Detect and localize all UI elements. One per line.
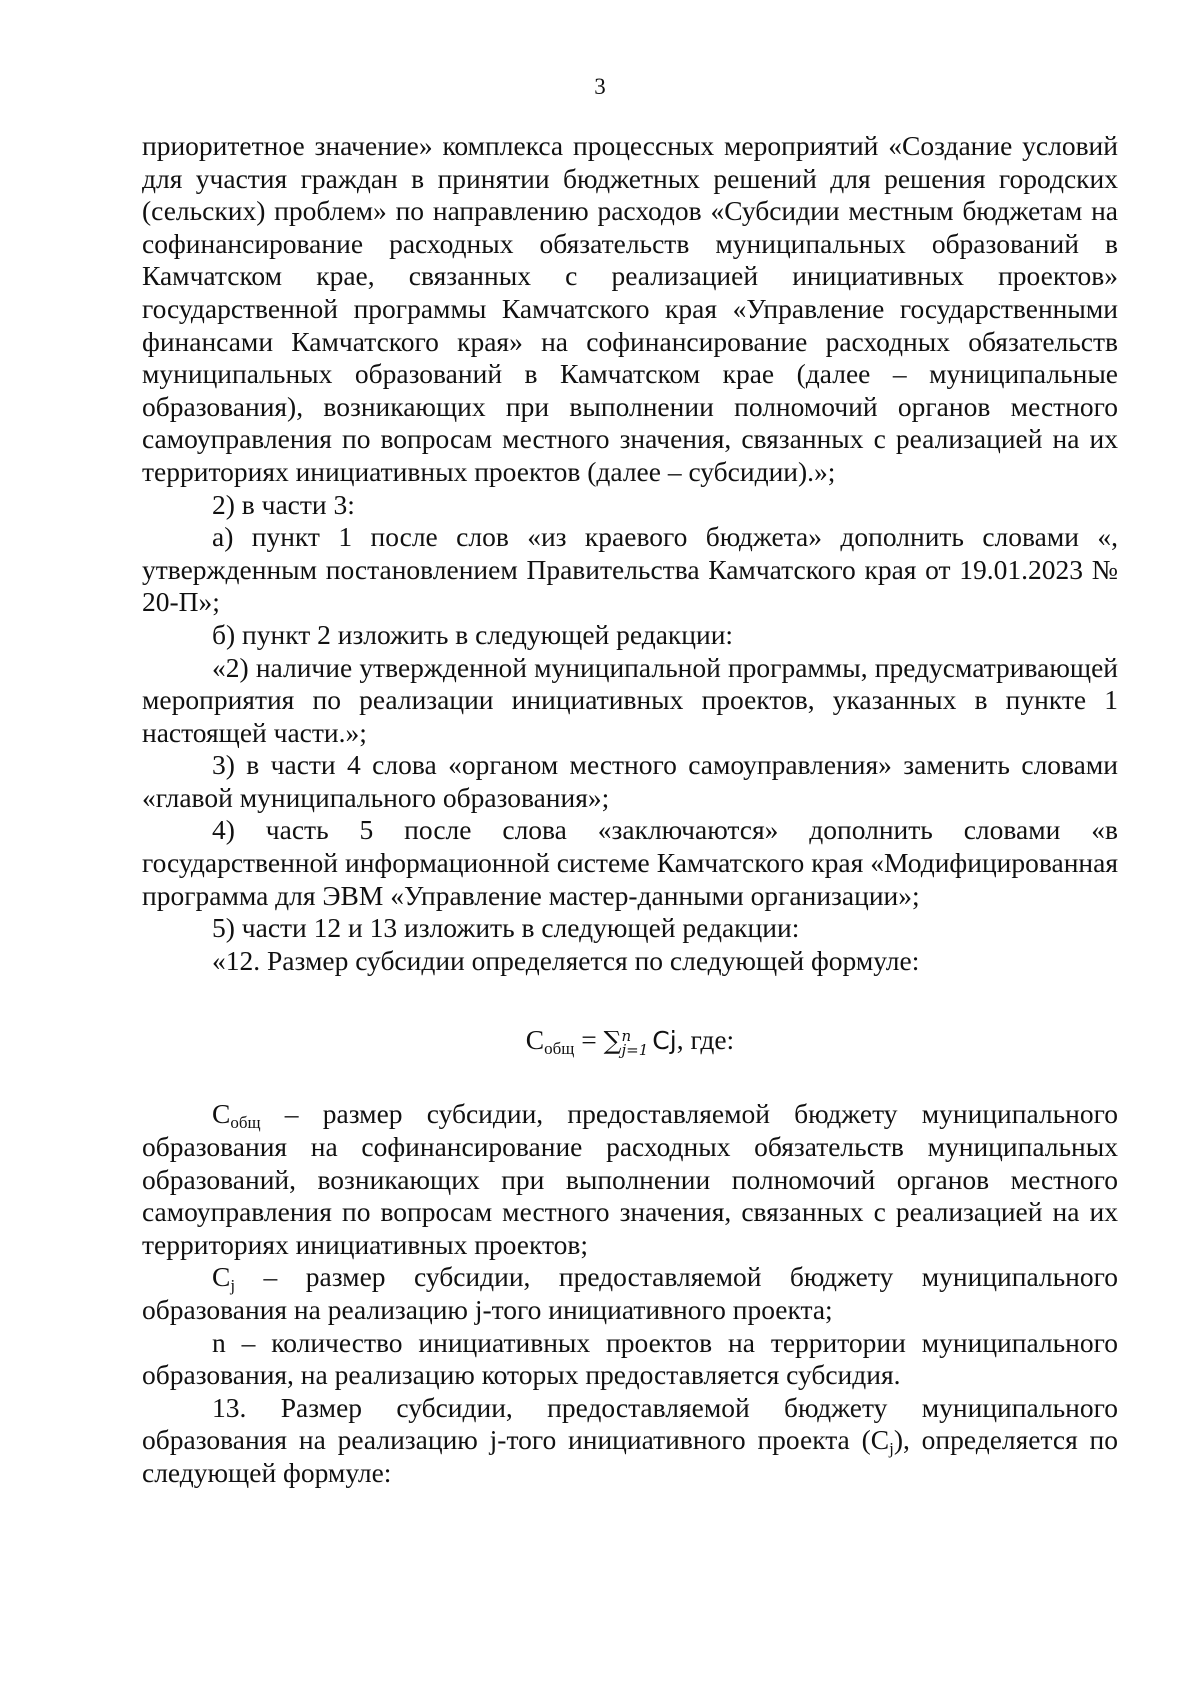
- definition-text: – размер субсидии, предоставляемой бюджету муниципального образования на реализацию j-того инициативного проекта;: [142, 1261, 1118, 1325]
- paragraph-part-12: «12. Размер субсидии определяется по следующей формуле:: [212, 944, 920, 976]
- document-body: [142, 130, 1118, 1490]
- paragraph-quoted-2: «2) наличие утвержденной муниципальной программы, предусматривающей мероприятия по реализации инициативных проектов, указанных в пункте 1 настоящей части.»;: [142, 651, 1118, 748]
- part-13-text-end: ), определяется по следующей формуле:: [142, 1424, 1119, 1488]
- paragraph-item-2a: а) пункт 1 после слов «из краевого бюджета» дополнить словами «, утвержденным постановлением Правительства Камчатского края от 19.01.2023 № 20-П»;: [142, 521, 1118, 618]
- formula-lhs-subscript: общ: [544, 1039, 575, 1059]
- definition-symbol: С: [212, 1261, 231, 1293]
- part-13-text-start: 13. Размер субсидии, предоставляемой бюджету муниципального образования на реализацию j-того инициативного проекта (С: [142, 1391, 1118, 1456]
- sum-symbol: ∑: [603, 1026, 622, 1056]
- definition-symbol: С: [212, 1098, 231, 1130]
- definition-text: – размер субсидии, предоставляемой бюджету муниципального образования на софинансирование расходных обязательств муниципальных образований, возникающих при выполнении полномочий органов местного самоуправления по вопросам местного значения, связанных с реализацией на их территориях инициативных проектов;: [142, 1098, 1118, 1260]
- paragraph-item-5: 5) части 12 и 13 изложить в следующей редакции:: [212, 912, 800, 944]
- definition-symbol-subscript: общ: [230, 1113, 261, 1133]
- formula-equals: =: [581, 1024, 597, 1056]
- formula-suffix: , где:: [676, 1024, 735, 1056]
- sum-upper-limit: n: [621, 1027, 632, 1046]
- page-number: 3: [594, 74, 606, 99]
- definition-symbol-subscript: j: [230, 1276, 236, 1296]
- paragraph-item-2: 2) в части 3:: [212, 488, 355, 520]
- part-13-subscript: j: [889, 1439, 894, 1459]
- definition-text: – количество инициативных проектов на территории муниципального образования, на реализацию которых предоставляется субсидия.: [142, 1326, 1118, 1391]
- definition-c-j: [142, 1261, 1118, 1326]
- paragraph-continuation: приоритетное значение» комплекса процессных мероприятий «Создание условий для участия граждан в принятии бюджетных решений для решения городских (сельских) проблем» по направлению расходов «Субсидии местным бюджетам на софинансирование расходных обязательств муниципальных образований в Камчатском крае, связанных с реализацией инициативных проектов» государственной программы Камчатского края «Управление государственными финансами Камчатского края» на софинансирование расходных обязательств муниципальных образований в Камчатском крае (далее – муниципальные образования), возникающих при выполнении полномочий органов местного самоуправления по вопросам местного значения, связанных с реализацией на их территориях инициативных проектов (далее – субсидии).»;: [142, 130, 1118, 487]
- definition-symbol: n: [212, 1326, 226, 1358]
- paragraph-part-13: [142, 1392, 1118, 1490]
- subsidy-formula: [142, 1023, 1118, 1058]
- definition-n: [142, 1327, 1118, 1392]
- sum-lower-limit: j=1: [621, 1041, 649, 1060]
- formula-lhs: С: [525, 1024, 545, 1056]
- paragraph-item-2b: б) пункт 2 изложить в следующей редакции:: [212, 618, 734, 650]
- definition-c-total: [142, 1098, 1118, 1261]
- paragraph-item-4: 4) часть 5 после слова «заключаются» дополнить словами «в государственной информационной системе Камчатского края «Модифицированная программа для ЭВМ «Управление мастер-данными организации»;: [142, 814, 1118, 911]
- formula-term: Cj: [652, 1026, 677, 1056]
- sum-limits: [621, 1027, 649, 1060]
- paragraph-item-3: 3) в части 4 слова «органом местного самоуправления» заменить словами «главой муниципального образования»;: [142, 749, 1118, 813]
